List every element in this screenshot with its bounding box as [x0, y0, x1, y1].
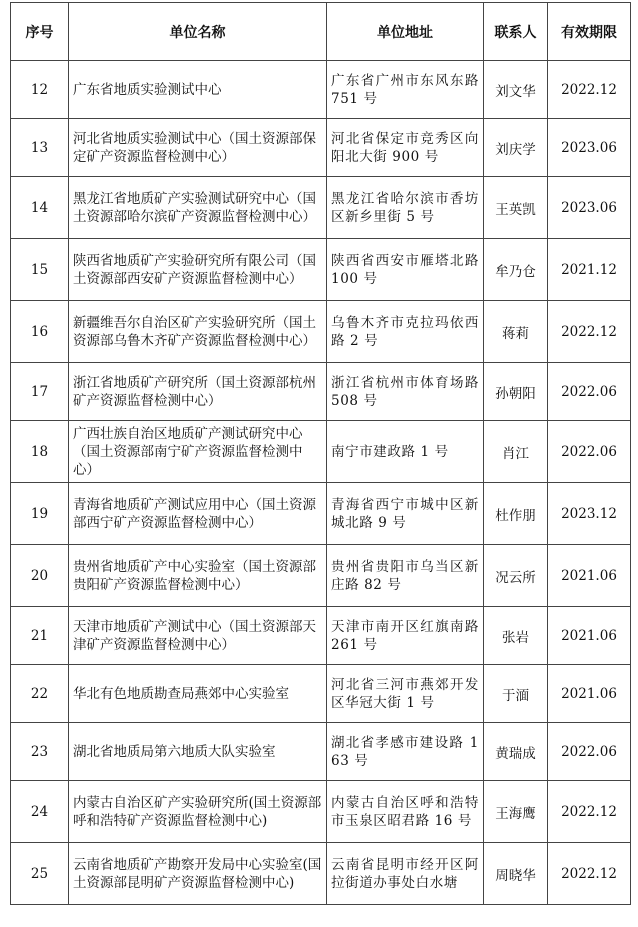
row-address: 内蒙古自治区呼和浩特市玉泉区昭君路 16 号 — [327, 781, 484, 843]
row-name: 云南省地质矿产勘察开发局中心实验室(国土资源部昆明矿产资源监督检测中心) — [69, 843, 327, 905]
row-no: 12 — [11, 61, 69, 119]
table-row — [11, 723, 631, 781]
row-address: 南宁市建政路 1 号 — [327, 421, 484, 483]
row-address: 湖北省孝感市建设路 163 号 — [327, 723, 484, 781]
row-contact: 况云所 — [484, 545, 548, 607]
row-no: 19 — [11, 483, 69, 545]
row-name: 天津市地质矿产测试中心（国土资源部天津矿产资源监督检测中心） — [69, 607, 327, 665]
row-name: 新疆维吾尔自治区矿产实验研究所（国土资源部乌鲁木齐矿产资源监督检测中心） — [69, 301, 327, 363]
table-row — [11, 665, 631, 723]
header-contact: 联系人 — [484, 3, 548, 61]
row-no: 20 — [11, 545, 69, 607]
row-name: 浙江省地质矿产研究所（国土资源部杭州矿产资源监督检测中心） — [69, 363, 327, 421]
row-contact: 于湎 — [484, 665, 548, 723]
row-no: 23 — [11, 723, 69, 781]
row-validity: 2022.12 — [548, 781, 631, 843]
row-validity: 2021.12 — [548, 239, 631, 301]
row-address: 广东省广州市东风东路 751 号 — [327, 61, 484, 119]
row-no: 24 — [11, 781, 69, 843]
row-address: 贵州省贵阳市乌当区新庄路 82 号 — [327, 545, 484, 607]
table-row — [11, 607, 631, 665]
table-row — [11, 301, 631, 363]
row-contact: 张岩 — [484, 607, 548, 665]
row-validity: 2023.12 — [548, 483, 631, 545]
table-row — [11, 61, 631, 119]
table-row — [11, 177, 631, 239]
row-validity: 2022.06 — [548, 363, 631, 421]
row-contact: 牟乃仓 — [484, 239, 548, 301]
row-no: 22 — [11, 665, 69, 723]
row-name: 陕西省地质矿产实验研究所有限公司（国土资源部西安矿产资源监督检测中心） — [69, 239, 327, 301]
row-contact: 孙朝阳 — [484, 363, 548, 421]
row-validity: 2022.12 — [548, 61, 631, 119]
lab-directory — [10, 2, 631, 905]
row-contact: 杜作朋 — [484, 483, 548, 545]
row-contact: 蒋莉 — [484, 301, 548, 363]
row-address: 青海省西宁市城中区新城北路 9 号 — [327, 483, 484, 545]
row-validity: 2021.06 — [548, 545, 631, 607]
row-name: 广东省地质实验测试中心 — [69, 61, 327, 119]
header-row — [11, 3, 631, 61]
table-row — [11, 119, 631, 177]
row-no: 21 — [11, 607, 69, 665]
row-contact: 刘庆学 — [484, 119, 548, 177]
header-name: 单位名称 — [69, 3, 327, 61]
row-address: 河北省三河市燕郊开发区华冠大街 1 号 — [327, 665, 484, 723]
header-address: 单位地址 — [327, 3, 484, 61]
lab-table — [10, 2, 631, 905]
table-row — [11, 363, 631, 421]
row-name: 内蒙古自治区矿产实验研究所(国土资源部呼和浩特矿产资源监督检测中心) — [69, 781, 327, 843]
row-name: 青海省地质矿产测试应用中心（国土资源部西宁矿产资源监督检测中心） — [69, 483, 327, 545]
row-validity: 2023.06 — [548, 177, 631, 239]
row-validity: 2021.06 — [548, 607, 631, 665]
table-row — [11, 421, 631, 483]
row-no: 15 — [11, 239, 69, 301]
row-no: 17 — [11, 363, 69, 421]
row-no: 25 — [11, 843, 69, 905]
row-no: 16 — [11, 301, 69, 363]
row-validity: 2022.12 — [548, 301, 631, 363]
row-address: 陕西省西安市雁塔北路 100 号 — [327, 239, 484, 301]
row-contact: 刘文华 — [484, 61, 548, 119]
row-contact: 肖江 — [484, 421, 548, 483]
table-row — [11, 545, 631, 607]
header-validity: 有效期限 — [548, 3, 631, 61]
row-name: 广西壮族自治区地质矿产测试研究中心（国土资源部南宁矿产资源监督检测中心） — [69, 421, 327, 483]
row-contact: 王英凯 — [484, 177, 548, 239]
row-address: 乌鲁木齐市克拉玛依西路 2 号 — [327, 301, 484, 363]
row-address: 河北省保定市竞秀区向阳北大街 900 号 — [327, 119, 484, 177]
row-name: 湖北省地质局第六地质大队实验室 — [69, 723, 327, 781]
header-no: 序号 — [11, 3, 69, 61]
row-no: 13 — [11, 119, 69, 177]
row-validity: 2021.06 — [548, 665, 631, 723]
row-name: 华北有色地质勘查局燕郊中心实验室 — [69, 665, 327, 723]
row-name: 贵州省地质矿产中心实验室（国土资源部贵阳矿产资源监督检测中心） — [69, 545, 327, 607]
row-address: 云南省昆明市经开区阿拉街道办事处白水塘 — [327, 843, 484, 905]
row-name: 黑龙江省地质矿产实验测试研究中心（国土资源部哈尔滨矿产资源监督检测中心） — [69, 177, 327, 239]
row-validity: 2023.06 — [548, 119, 631, 177]
table-row — [11, 843, 631, 905]
table-row — [11, 483, 631, 545]
row-address: 浙江省杭州市体育场路 508 号 — [327, 363, 484, 421]
row-contact: 王海鹰 — [484, 781, 548, 843]
table-row — [11, 781, 631, 843]
row-address: 天津市南开区红旗南路 261 号 — [327, 607, 484, 665]
row-name: 河北省地质实验测试中心（国土资源部保定矿产资源监督检测中心） — [69, 119, 327, 177]
table-row — [11, 239, 631, 301]
row-contact: 黄瑞成 — [484, 723, 548, 781]
row-address: 黑龙江省哈尔滨市香坊区新乡里街 5 号 — [327, 177, 484, 239]
row-validity: 2022.06 — [548, 421, 631, 483]
row-no: 14 — [11, 177, 69, 239]
row-validity: 2022.12 — [548, 843, 631, 905]
row-contact: 周晓华 — [484, 843, 548, 905]
row-validity: 2022.06 — [548, 723, 631, 781]
row-no: 18 — [11, 421, 69, 483]
